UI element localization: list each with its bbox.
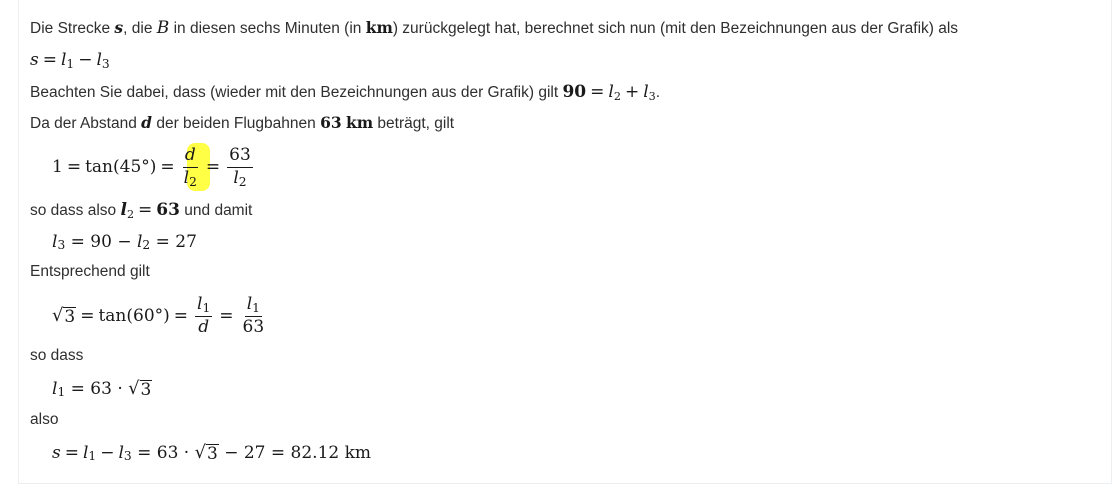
text: so dass [30, 347, 84, 364]
text: . [655, 84, 661, 101]
expr: − 27 = 82.12 km [224, 443, 372, 463]
text: der beiden Flugbahnen [152, 115, 321, 132]
unit-km: km [345, 113, 374, 132]
equals: = [42, 50, 57, 70]
paragraph-also [30, 411, 58, 429]
equals: = [66, 157, 82, 177]
minus: − [78, 50, 93, 70]
number: 90 [562, 82, 587, 102]
var-s: s [52, 443, 61, 463]
equals: = [590, 82, 605, 102]
unit-km: km [365, 18, 393, 37]
var-l: l [118, 443, 124, 463]
text: also [30, 411, 59, 428]
paragraph-note [30, 82, 660, 102]
subscript: 1 [202, 301, 211, 316]
paragraph-intro [30, 18, 958, 38]
var-l: l [643, 82, 649, 102]
equation-result: s = l $_1$ − l $_3$ = 63 · √ 3 − 27 = 82.12 km [52, 442, 372, 465]
text: beträgt, gilt [373, 115, 455, 132]
subscript: 3 [648, 90, 656, 104]
var-l: l [120, 200, 127, 220]
number: 63 [156, 200, 180, 220]
text: so dass also [30, 202, 121, 219]
paragraph-l2 [30, 200, 252, 220]
var-l: l [136, 232, 143, 252]
equals: = [138, 200, 153, 220]
equals: = [173, 306, 189, 326]
subscript: 1 [66, 57, 75, 72]
var-s: s [30, 50, 39, 70]
var-l: l [60, 50, 67, 70]
var-s: s [114, 18, 124, 37]
radicand: 3 [140, 380, 152, 401]
equation-l3: l $_3$ = 90 − l $_2$ = 27 [52, 232, 197, 253]
sqrt-3: √ 3 [52, 305, 76, 328]
paragraph-sodass [30, 347, 83, 365]
equals: = [205, 157, 221, 177]
text: ) zurückgelegt hat, berechnet sich nun (mit den Bezeichnungen aus der Grafik) als [392, 20, 959, 37]
paragraph-distance [30, 113, 454, 133]
subscript: 1 [252, 301, 260, 316]
var-l: l [82, 443, 89, 463]
var-l: l [52, 379, 58, 399]
var-l: l [246, 293, 253, 314]
denominator: 63 [242, 316, 265, 337]
subscript: 2 [126, 208, 135, 222]
text: Entsprechend gilt [30, 263, 150, 280]
expr: = 90 − [70, 232, 137, 252]
subscript: 2 [238, 174, 247, 189]
tan-expr: tan(45°) [85, 157, 157, 177]
text: und damit [179, 202, 253, 219]
sqrt-3: √ 3 [128, 378, 152, 401]
var-d: d [141, 113, 153, 132]
text: , die [123, 20, 157, 37]
tan-expr: tan(60°) [98, 306, 170, 326]
equation-l1: l $_1$ = 63 · √ 3 [52, 378, 152, 401]
equation-tan60 [52, 292, 269, 340]
var-l: l [608, 82, 614, 102]
equals: = [160, 157, 175, 177]
equals: = [219, 306, 234, 326]
subscript: 3 [101, 57, 110, 72]
var-l: l [183, 167, 190, 188]
number: 1 [52, 157, 63, 177]
minus: − [100, 443, 115, 463]
subscript: 2 [189, 174, 197, 189]
equation-tan45 [52, 143, 256, 191]
plus: + [624, 82, 640, 102]
denominator: d [198, 316, 210, 337]
fraction-l1-63 [241, 295, 267, 337]
fraction-l1-d [195, 295, 212, 337]
var-l: l [233, 167, 239, 188]
number: 63 [320, 113, 342, 132]
equals: = [80, 306, 95, 326]
text: Die Strecke [30, 20, 115, 37]
numerator: 63 [227, 146, 253, 168]
var-l: l [197, 293, 203, 314]
equation-s-def [30, 50, 110, 70]
text: Beachten Sie dabei, dass (wieder mit den Bezeichnungen aus der Grafik) gilt [30, 84, 563, 101]
radicand: 3 [206, 444, 218, 465]
fraction-d-l2 [182, 146, 199, 188]
expr: = 27 [155, 232, 197, 252]
fraction-63-l2 [227, 146, 253, 188]
text: Da der Abstand [30, 115, 142, 132]
numerator: d [183, 146, 198, 168]
paragraph-entsprechend [30, 263, 150, 281]
equals: = [64, 443, 79, 463]
expr: = 63 · [137, 443, 195, 463]
sqrt-3: √ 3 [194, 442, 218, 465]
text: in diesen sechs Minuten (in [169, 20, 366, 37]
var-l: l [52, 232, 58, 252]
radicand: 3 [64, 307, 76, 328]
subscript: 2 [613, 90, 621, 104]
var-l: l [96, 50, 102, 70]
expr: = 63 · [70, 379, 129, 399]
var-B: B [156, 18, 170, 38]
